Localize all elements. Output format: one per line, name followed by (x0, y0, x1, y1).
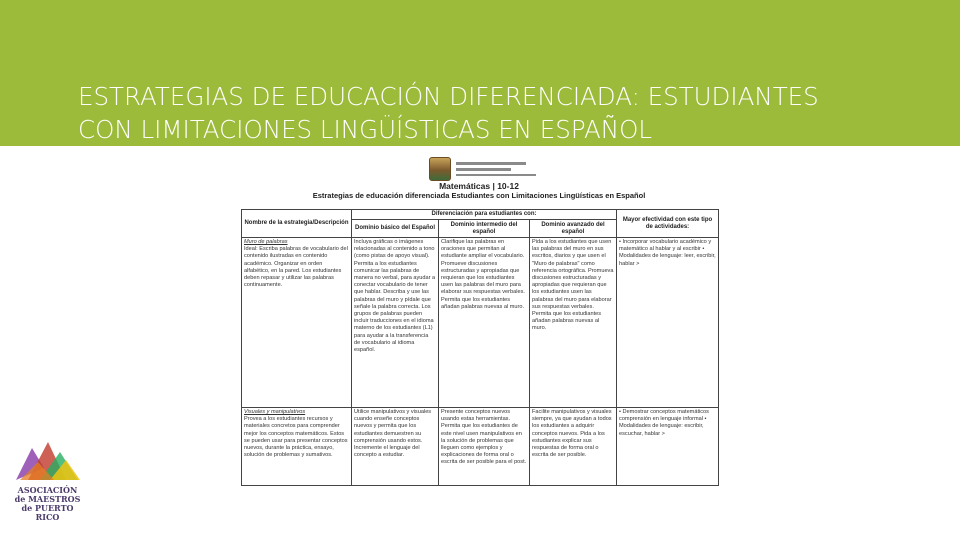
header-effectiveness: Mayor efectividad con este tipo de actividades: (617, 210, 719, 238)
strategy-cell (242, 238, 352, 408)
table-row (242, 238, 719, 408)
table-row (242, 408, 719, 486)
strategy-name: Visuales y manipulativos (244, 409, 306, 415)
strategy-name: Muro de palabras (244, 239, 288, 245)
basic-cell: Incluya gráficas o imágenes relacionadas al contenido a tono (como pistas de apoyo visual). Permita a los estudiantes comunicar las palabras de manera no verbal, para ayudar a conectar vocabulario de tener que hablar. Describa y use las palabras del muro y pídale que señale la palabra correcta. Los grupos de palabras pueden incluir traducciones en el idioma materno de los estudiantes (L1) para ayudar a la transferencia de vocabulario al idioma español. (352, 238, 439, 408)
advanced-cell: Pida a los estudiantes que usen las palabras del muro en sus escritos, diarios y que usen el "Muro de palabras" como referencia ortográfica. Promueva discusiones estructuradas y apropiadas que requieran que los estudiantes usen las palabras del muro para elaborar sus respuestas verbales. Permita que los estudiantes añadan palabras nuevas al muro. (530, 238, 617, 408)
header-intermediate: Dominio intermedio del español (439, 220, 530, 238)
effectiveness-cell: • Incorporar vocabulario académico y matemático al hablar y al escribir • Modalidades de lenguaje: leer, escribir, hablar > (617, 238, 719, 408)
slide-title-line-1: ESTRATEGIAS DE EDUCACIÓN DIFERENCIADA: ESTUDIANTES (78, 82, 819, 111)
seal-icon (429, 157, 451, 181)
strategy-table (241, 209, 719, 486)
logo-text-line-1: ASOCIACIÓN (17, 485, 78, 495)
header-strategy: Nombre de la estrategia/Descripción (242, 210, 352, 238)
logo-text-line-2: de MAESTROS (14, 494, 81, 504)
strategy-cell (242, 408, 352, 486)
agency-name-line (456, 162, 526, 165)
effectiveness-cell: • Demostrar conceptos matemáticos comprensión en lenguaje informal • Modalidades de lenguaje: escribir, escuchar, hablar > (617, 408, 719, 486)
intermediate-cell: Presente conceptos nuevos usando estas herramientas. Permita que los estudiantes de este nivel usen manipulativos en la solución de problemas que lleguen como ejemplos y explicaciones de forma oral o escrita de ser posible para el post. (439, 408, 530, 486)
document-image (236, 154, 722, 488)
strategy-description: Provea a los estudiantes recursos y materiales concretos para comprender mejor los conceptos matemáticos. Estos se pueden usar para presentar conceptos nuevos, durante la práctica, ensayo, solución de problemas y sumativos. (244, 416, 348, 459)
agency-name-line (456, 168, 511, 171)
logo-text-line-3: de PUERTO RICO (21, 503, 74, 522)
advanced-cell: Facilite manipulativos y visuales siempre, ya que ayudan a todos los estudiantes a adquirir conceptos nuevos. Pida a los estudiantes explicar sus respuestas de forma oral o escrita de ser posible. (530, 408, 617, 486)
slide-title (78, 80, 918, 146)
logo-mountains-icon (10, 438, 85, 486)
document-heading: Estrategias de educación diferenciada Estudiantes con Limitaciones Lingüísticas en Español (312, 191, 646, 200)
strategy-description: Ideal: Escriba palabras de vocabulario del contenido ilustradas en contenido académico. Organizar en orden alfabético, en la pared. Los estudiantes deben repasar y utilizar las palabras continuamente. (244, 246, 348, 289)
intermediate-cell: Clarifique las palabras en oraciones que permitan al estudiante ampliar el vocabulario. Promueve discusiones estructuradas y apropiadas que requieran que los estudiantes usen las palabras del muro para elaborar sus respuestas verbales. Permita que los estudiantes añadan palabras nuevas al muro. (439, 238, 530, 408)
slide-title-line-2: CON LIMITACIONES LINGÜÍSTICAS EN ESPAÑOL (78, 115, 653, 144)
agency-name-line (456, 174, 536, 176)
table-header-row (242, 210, 719, 220)
association-logo (10, 438, 85, 533)
header-advanced: Dominio avanzado del español (530, 220, 617, 238)
basic-cell: Utilice manipulativos y visuales cuando enseñe conceptos nuevos y permita que los estudiantes demuestren su comprensión usando estos. Incremente el lenguaje del concepto a estudiar. (352, 408, 439, 486)
document-subject: Matemáticas | 10-12 (439, 181, 519, 191)
header-basic: Dominio básico del Español (352, 220, 439, 238)
header-diff-group: Diferenciación para estudiantes con: (352, 210, 617, 220)
